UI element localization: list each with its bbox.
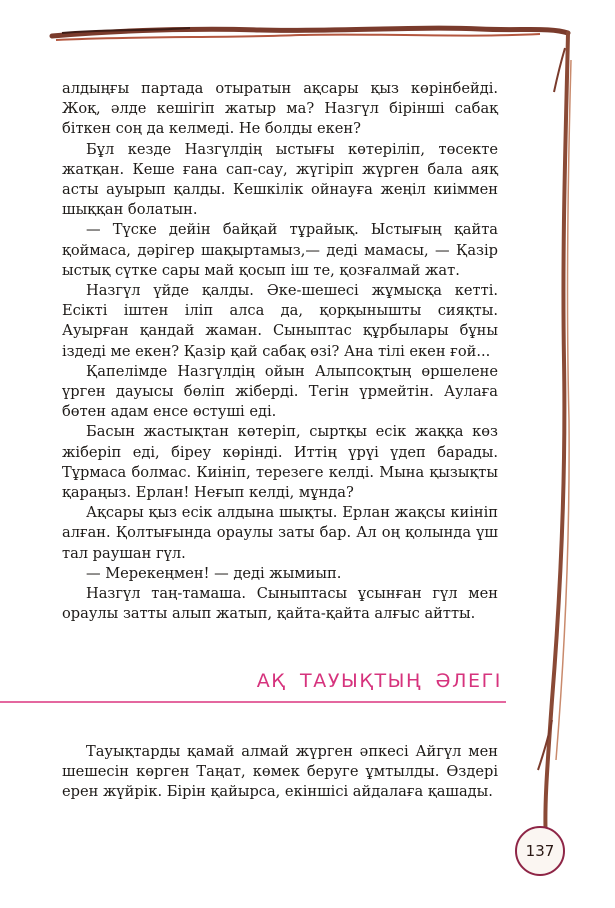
paragraph: Бұл кезде Назгүлдің ыстығы көтеріліп, төсекте жатқан. Кеше ғана сап-сау, жүгіріп жүрген бала аяқ асты ауырып қалды. Кешкілік ойнауға жеңіл киіммен шыққан болатын. — [62, 140, 498, 219]
section-text — [62, 742, 498, 803]
page-number: 137 — [515, 826, 565, 876]
paragraph: Назгүл таң-тамаша. Сыныптасы ұсынған гүл мен ораулы затты алып жатып, қайта-қайта алғыс айтты. — [62, 585, 498, 623]
paragraph: Ақсары қыз есік алдына шықты. Ерлан жақсы киініп алған. Қолтығында ораулы заты бар. Ал оң қолында үш тал раушан гүл. — [62, 504, 498, 562]
branch-right — [545, 33, 568, 840]
section-heading: АҚ ТАУЫҚТЫҢ ӘЛЕГІ — [256, 670, 502, 692]
paragraph: Тауықтарды қамай алмай жүрген әпкесі Айгүл мен шешесін көрген Таңат, көмек беруге ұмтылды. Өздері ерен жүйрік. Бірін қайырса, екіншісі айдалаға қашады. — [62, 743, 498, 801]
paragraph: — Мерекеңмен! — деді жымиып. — [86, 564, 342, 582]
paragraph: — Түске дейін байқай тұрайық. Ыстығың қайта қоймаса, дәрігер шақыртамыз,— деді мамасы, — Қазір ыстық сүтке сары май қосып іш те, қозғалмай жат. — [62, 221, 498, 279]
section-divider — [0, 701, 506, 703]
paragraph: Назгүл үйде қалды. Әке-шешесі жұмысқа кетті. Есікті іштен іліп алса да, қорқынышты сияқты. Ауырған қандай жаман. Сыныптас құрбылары бұны іздеді ме екен? Қазір қай сабақ өзі? Ана тілі екен ғой... — [62, 282, 498, 360]
main-text — [62, 79, 498, 624]
paragraph: Қапелімде Назгүлдің ойын Алыпсоқтың өршелене үрген дауысы бөліп жіберді. Тегін үрмейтін. Аулаға бөтен адам енсе өстуші еді. — [62, 362, 498, 421]
paragraph: алдыңғы партада отыратын ақсары қыз көрінбейді. Жоқ, әлде кешігіп жатыр ма? Назгүл бірінші сабақ біткен соң да келмеді. Не болды екен? — [62, 80, 498, 138]
paragraph: Басын жастықтан көтеріп, сыртқы есік жаққа көз жіберіп еді, біреу көрінді. Иттің үрүі үдеп барады. Тұрмаса болмас. Киініп, терезеге келді. Мына қызықты қараңыз. Ерлан! Неғып келді, мұнда? — [62, 423, 498, 502]
